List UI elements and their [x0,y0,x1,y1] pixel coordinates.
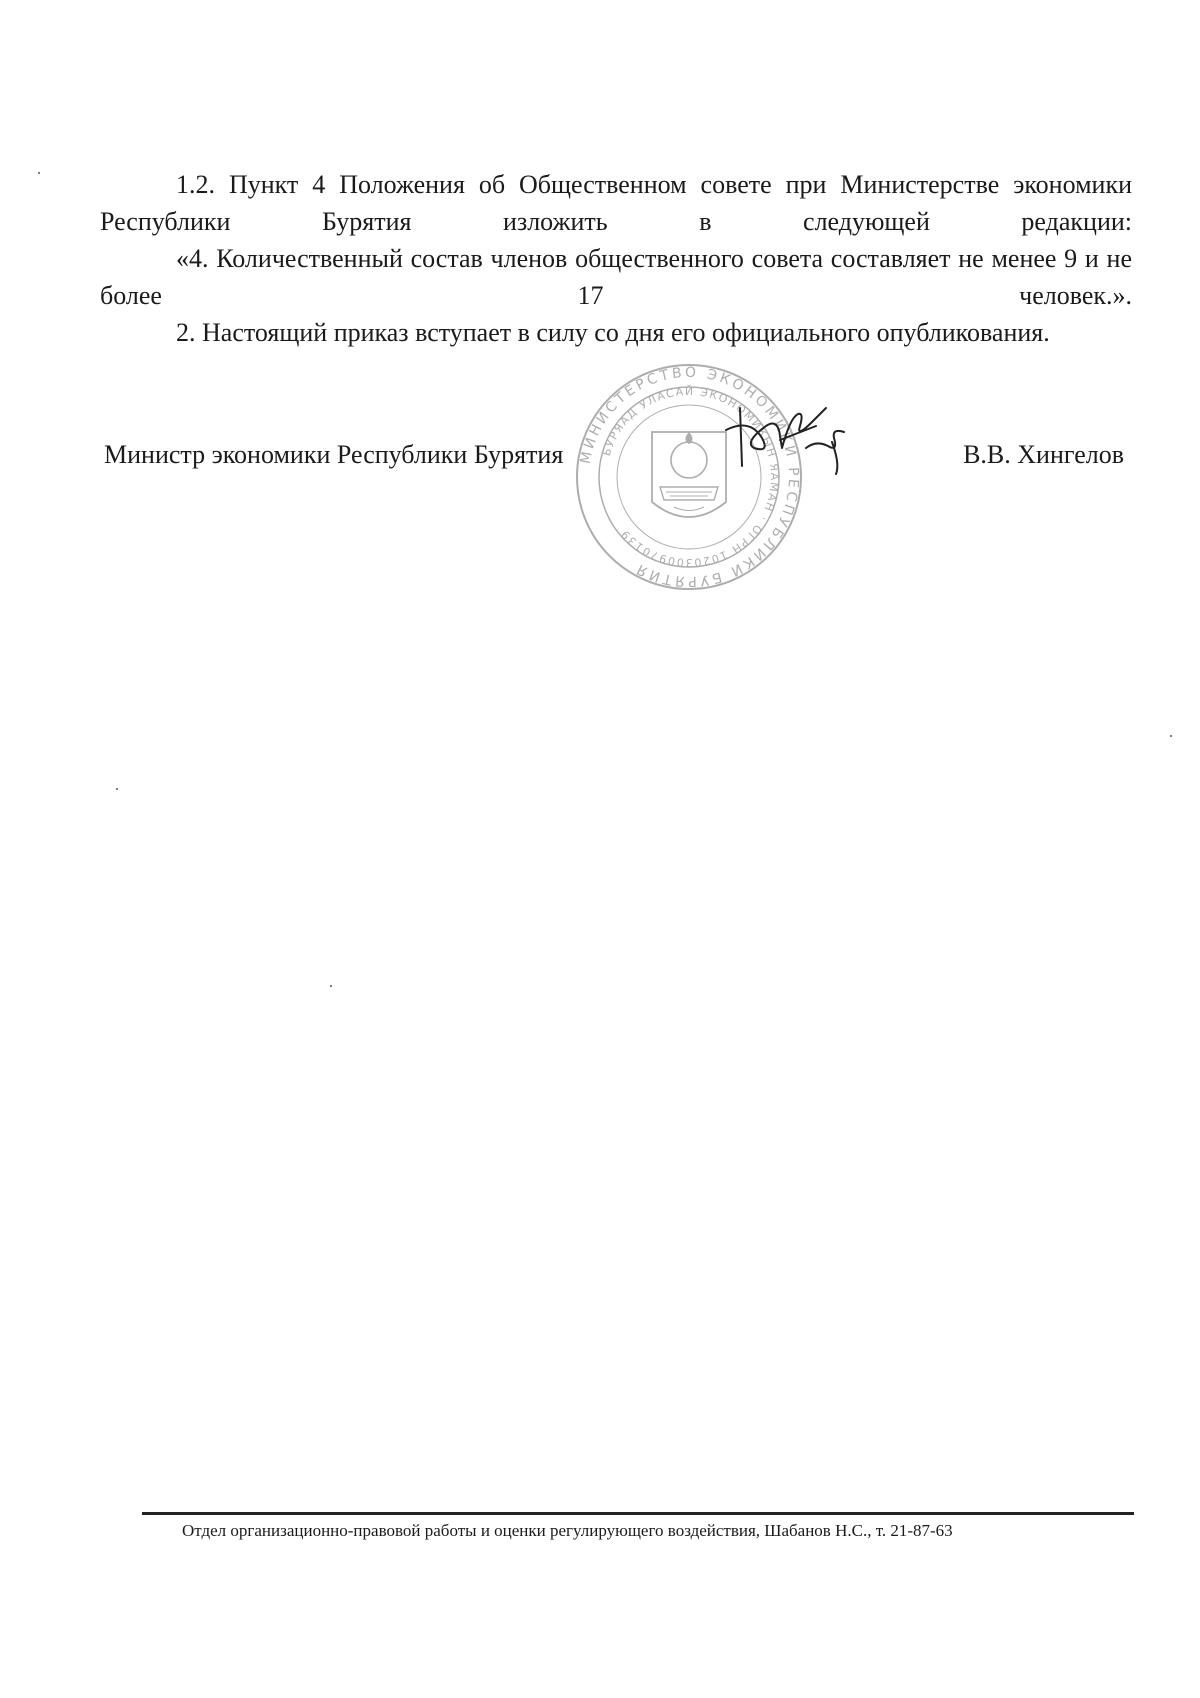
paragraph-1-2: 1.2. Пункт 4 Положения об Общественном совете при Министерстве экономики Республики Бурятия изложить в следующей редакции: [100,170,1132,236]
footer-divider [142,1512,1134,1515]
signatory-position: Министр экономики Республики Бурятия [104,440,564,469]
scan-speck [330,985,332,987]
scan-speck [1170,735,1172,737]
handwritten-signature [720,378,860,488]
svg-text:МИНИСТЕРСТВО ЭКОНОМИКИ РЕСПУБЛ: МИНИСТЕРСТВО ЭКОНОМИКИ РЕСПУБЛИКИ БУРЯТИЯ [577,364,802,590]
scan-speck [116,788,118,790]
document-body [100,166,1132,351]
paragraph-quote: «4. Количественный состав членов общественного совета составляет не менее 9 и не более 17 человек.». [100,244,1132,310]
signatory-name: В.В. Хингелов [963,440,1124,469]
paragraph-2: 2. Настоящий приказ вступает в силу со дня его официального опубликования. [176,318,1050,347]
footer-contact-line: Отдел организационно-правовой работы и оценки регулирующего воздействия, Шабанов Н.С., т. 21-87-63 [182,1521,953,1540]
svg-text:БУРЯАД УЛАСАЙ ЭКОНОМИКЫН ЯАМАН: БУРЯАД УЛАСАЙ ЭКОНОМИКЫН ЯАМАН · ОГРН 1020300970139 [599,384,782,570]
scan-speck [38,172,40,174]
